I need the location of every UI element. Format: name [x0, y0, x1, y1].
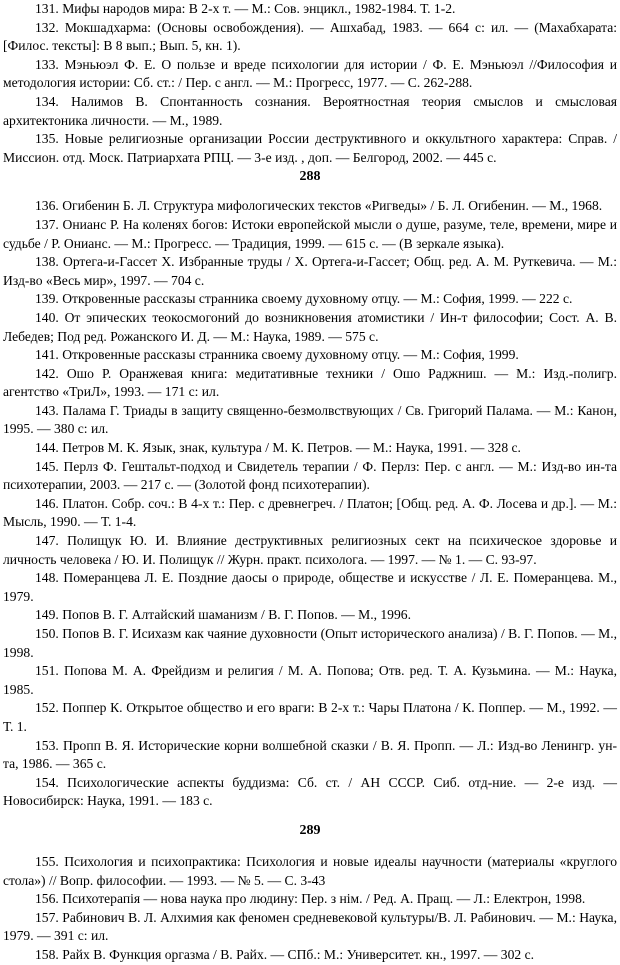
bibliography-entry: 146. Платон. Собр. соч.: В 4-х т.: Пер. с древнегреч. / Платон; [Общ. ред. А. Ф. Лосева и др.]. — М.: Мысль, 1990. — Т. 1-4. [3, 495, 617, 530]
bibliography-entry: 148. Померанцева Л. Е. Поздние даосы о природе, обществе и искусстве / Л. Е. Померанцева. М., 1979. [3, 570, 617, 604]
bibliography-entry: 140. От эпических теокосмогоний до возникновения атомистики / Ин-т философии; Сост. А. В. Лебедев; Под ред. Рожанского И. Д. — М.: Наука, 1989. — 575 с. [3, 309, 617, 344]
bibliography-entry: 133. Мэньюэл Ф. Е. О пользе и вреде психологии для истории / Ф. Е. Мэньюэл //Философия и методология истории: Сб. ст.: / Пер. с англ. — М.: Прогресс, 1977. — С. 262-288. [3, 56, 617, 91]
bibliography-entry: 141. Откровенные рассказы странника своему духовному отцу. — М.: София, 1999. [35, 347, 519, 363]
bibliography-entry: 154. Психологические аспекты буддизма: Сб. ст. / АН СССР. Сиб. отд-ние. — 2-е изд. — Новосибирск: Наука, 1991. — 183 с. [3, 774, 617, 809]
bibliography-entry: 156. Психотерапія — нова наука про людину: Пер. з нім. / Ред. А. Пращ. — Л.: Електрон, 1998. [35, 891, 586, 907]
bibliography-entry: 157. Рабинович В. Л. Алхимия как феномен средневековой культуры/В. Л. Рабинович. — М.: Наука, 1979. — 391 с: ил. [3, 909, 617, 944]
bibliography-entry: 158. Райх В. Функция оргазма / В. Райх. — СПб.: М.: Университет. кн., 1997. — 302 с. [35, 946, 534, 962]
bibliography-entry: 143. Палама Г. Триады в защиту священно-безмолвствующих / Св. Григорий Палама. — М.: Канон, 1995. — 380 с: ил. [3, 402, 617, 437]
bibliography-entry: 147. Полищук Ю. И. Влияние деструктивных религиозных сект на психическое здоровье и личность человека / Ю. И. Полищук // Журн. практ. психолога. — 1997. — № 1. — С. 93-97. [3, 533, 617, 567]
document-page [3, 0, 617, 965]
bibliography-entry: 131. Мифы народов мира: В 2-х т. — М.: Сов. энцикл., 1982-1984. Т. 1-2. [35, 1, 456, 16]
bibliography-entry: 138. Ортега-и-Гассет Х. Избранные труды / Х. Ортега-и-Гассет; Общ. ред. А. М. Руткевича. — М.: Изд-во «Весь мир», 1997. — 704 с. [3, 254, 617, 288]
bibliography-entry: 152. Поппер К. Открытое общество и его враги: В 2-х т.: Чары Платона / К. Поппер. — М., 1992. — Т. 1. [3, 700, 617, 734]
bibliography-entry: 142. Ошо Р. Оранжевая книга: медитативные техники / Ошо Раджниш. — М.: Изд.-полигр. агентство «ТриЛ», 1993. — 171 с: ил. [3, 365, 617, 400]
bibliography-entry: 137. Онианс Р. На коленях богов: Истоки европейской мысли о душе, разуме, теле, времени, мире и судьбе / Р. Онианс. — М.: Прогресс. — Традиция, 1999. — 615 с. — (В зеркале языка). [3, 216, 617, 251]
bibliography-entry: 150. Попов В. Г. Исихазм как чаяние духовности (Опыт исторического анализа) / В. Г. Попов. — М., 1998. [3, 626, 617, 660]
bibliography-entry: 134. Налимов В. Спонтанность сознания. Вероятностная теория смыслов и смысловая архитектоника личности. — М., 1989. [3, 93, 617, 128]
bibliography-section-bottom [3, 853, 617, 965]
bibliography-entry: 139. Откровенные рассказы странника своему духовному отцу. — М.: София, 1999. — 222 с. [35, 291, 573, 307]
bibliography-entry: 151. Попова М. А. Фрейдизм и религия / М. А. Попова; Отв. ред. Т. А. Кузьмина. — М.: Наука, 1985. [3, 663, 617, 697]
bibliography-section-top [3, 0, 617, 167]
bibliography-entry: 149. Попов В. Г. Алтайский шаманизм / В. Г. Попов. — М., 1996. [35, 607, 411, 623]
bibliography-entry: 155. Психология и психопрактика: Психология и новые идеалы научности (материалы «круглого стола») // Вопр. философии. — 1993. — № 5. — С. 3-43 [3, 853, 617, 888]
page-number: 288 [299, 169, 321, 185]
page-number: 289 [299, 822, 321, 838]
bibliography-entry: 136. Огибенин Б. Л. Структура мифологических текстов «Ригведы» / Б. Л. Огибенин. — М., 1968. [35, 198, 603, 214]
bibliography-entry: 153. Пропп В. Я. Исторические корни волшебной сказки / В. Я. Пропп. — Л.: Изд-во Ленингр. ун-та, 1986. — 365 с. [3, 737, 617, 772]
bibliography-entry: 132. Мокшадхарма: (Основы освобождения). — Ашхабад, 1983. — 664 с: ил. — (Махабхарата: [Филос. тексты]: В 8 вып.; Вып. 5, кн. 1). [3, 19, 617, 54]
bibliography-section-middle [3, 197, 617, 811]
bibliography-entry: 144. Петров М. К. Язык, знак, культура / М. К. Петров. — М.: Наука, 1991. — 328 с. [35, 440, 521, 456]
bibliography-entry: 145. Перлз Ф. Гештальт-подход и Свидетель терапии / Ф. Перлз: Пер. с англ. — М.: Изд-во ин-та психотерапии, 2003. — 217 с. — (Золотой фонд психотерапии). [3, 458, 617, 493]
bibliography-entry: 135. Новые религиозные организации России деструктивного и оккультного характера: Справ. / Миссион. отд. Моск. Патриархата РПЦ. — 3-е изд. , доп. — Белгород, 2002. — 445 с. [3, 131, 617, 165]
